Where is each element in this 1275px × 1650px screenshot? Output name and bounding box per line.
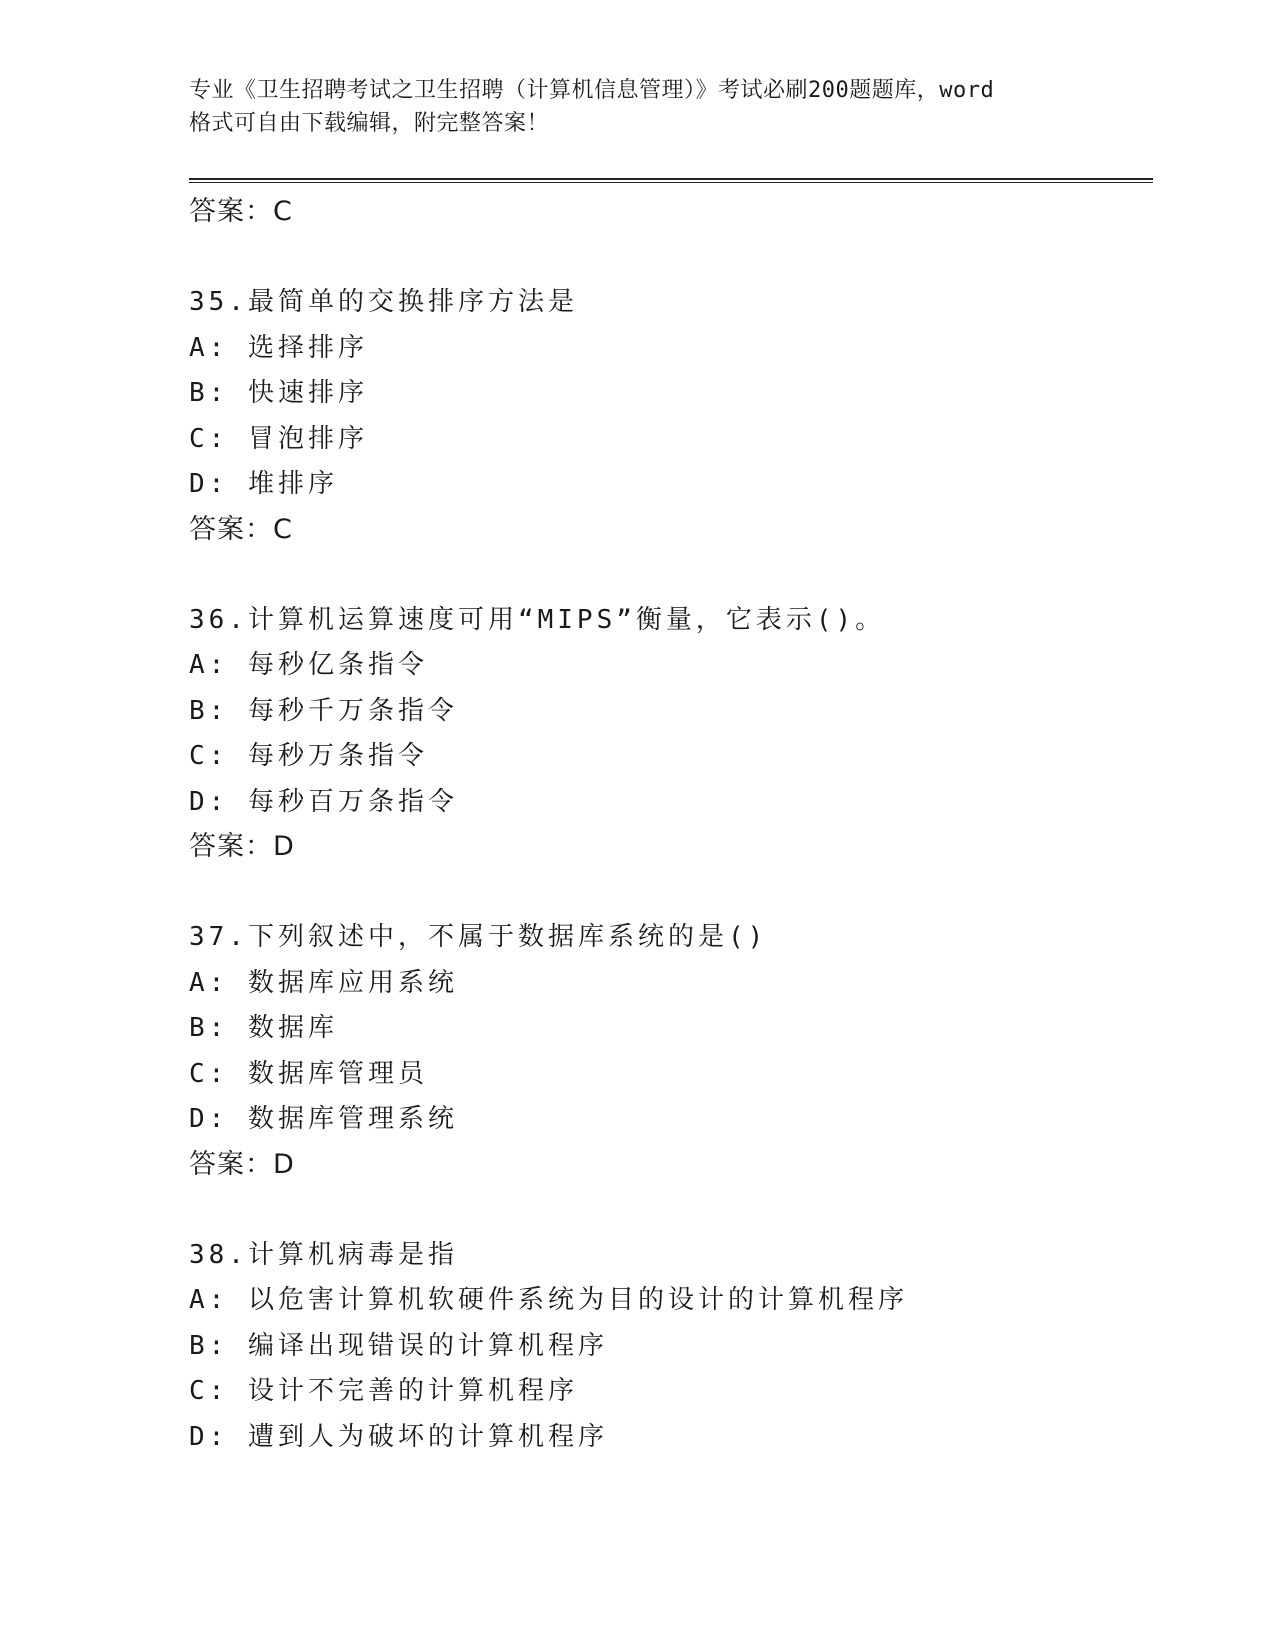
- option-b: B: 数据库: [189, 1013, 338, 1043]
- option-c: C: 冒泡排序: [189, 423, 368, 454]
- option-b: B: 每秒千万条指令: [189, 695, 458, 726]
- answer: 答案：D: [189, 831, 295, 862]
- question-37: [189, 915, 1149, 1187]
- answer-34: 答案：C: [189, 196, 293, 227]
- option-b: B: 快速排序: [189, 378, 368, 408]
- option-a: A: 选择排序: [189, 332, 368, 363]
- question-35: [189, 280, 1149, 552]
- question-36: [189, 598, 1149, 870]
- question-stem: 38.计算机病毒是指: [189, 1239, 458, 1270]
- question-stem: 35.最简单的交换排序方法是: [189, 287, 578, 317]
- question-stem: 36.计算机运算速度可用“MIPS”衡量，它表示()。: [189, 604, 886, 635]
- option-c: C: 每秒万条指令: [189, 741, 428, 771]
- option-d: D: 每秒百万条指令: [189, 786, 458, 817]
- question-38: [189, 1233, 1149, 1461]
- option-a: A: 以危害计算机软硬件系统为目的设计的计算机程序: [189, 1285, 908, 1315]
- question-list: [189, 190, 1149, 1460]
- option-b: B: 编译出现错误的计算机程序: [189, 1330, 608, 1361]
- header-divider: [189, 178, 1153, 183]
- document-header: [189, 74, 1089, 140]
- option-c: C: 数据库管理员: [189, 1058, 428, 1089]
- option-d: D: 遭到人为破坏的计算机程序: [189, 1421, 608, 1452]
- header-line-1: 专业《卫生招聘考试之卫生招聘（计算机信息管理）》考试必刷200题题库，word: [189, 78, 995, 103]
- option-d: D: 堆排序: [189, 469, 338, 499]
- answer: 答案：D: [189, 1148, 295, 1180]
- header-line-2: 格式可自由下载编辑，附完整答案！: [189, 111, 550, 136]
- option-a: A: 每秒亿条指令: [189, 650, 428, 680]
- option-a: A: 数据库应用系统: [189, 967, 458, 998]
- answer: 答案：C: [189, 513, 293, 545]
- question-stem: 37.下列叙述中，不属于数据库系统的是(): [189, 922, 768, 952]
- option-c: C: 设计不完善的计算机程序: [189, 1376, 578, 1406]
- option-d: D: 数据库管理系统: [189, 1104, 458, 1134]
